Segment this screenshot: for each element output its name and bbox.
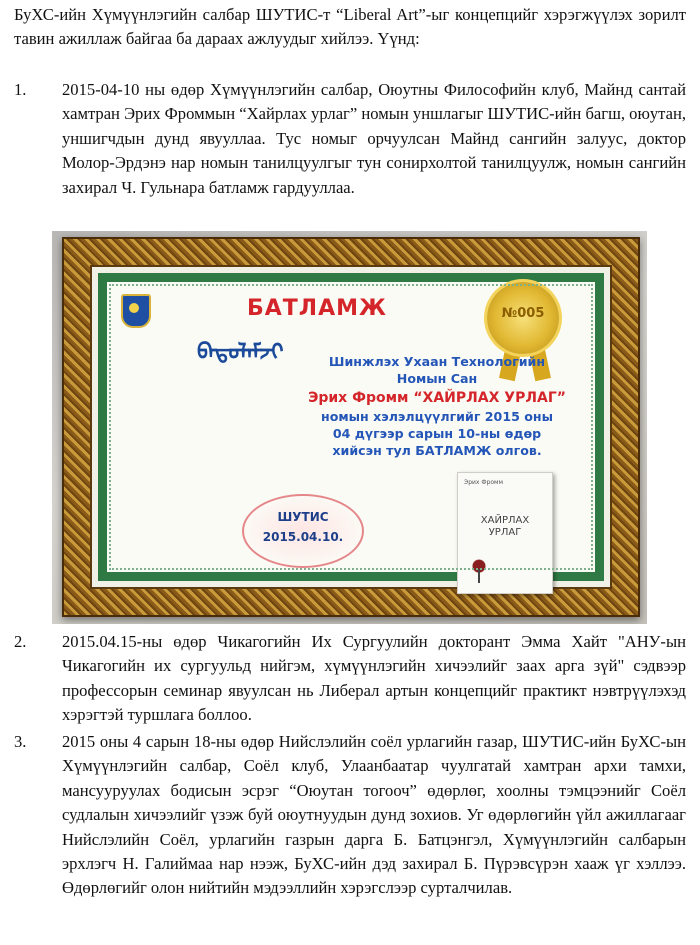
- stamp-date: 2015.04.10.: [262, 530, 344, 544]
- certificate-line: Эрих Фромм “ХАЙРЛАХ УРЛАГ”: [308, 390, 566, 406]
- certificate-line: хийсэн тул БАТЛАМЖ олгов.: [332, 443, 542, 458]
- university-emblem-icon: [121, 294, 151, 328]
- certificate: [98, 273, 604, 581]
- list-item-number: 1.: [14, 80, 27, 99]
- certificate-title: БАТЛАМЖ: [247, 296, 387, 321]
- certificate-line: Номын Сан: [396, 371, 478, 386]
- book-cover: [457, 472, 553, 594]
- ribbon-icon: [527, 339, 551, 381]
- ribbon-icon: [499, 339, 523, 381]
- gold-frame: [62, 237, 640, 617]
- mongolian-script: ᠪᠠᠲᠤᠯᠠᠮᠵᠢ: [197, 340, 284, 365]
- certificate-line: номын хэлэлцүүлгийг 2015 оны: [321, 409, 553, 424]
- list-item-text: 2015 оны 4 сарын 18-ны өдөр Нийслэлийн соёл урлагийн газар, ШУТИС-ийн БуХС-ын Хүмүүнлэгийн салбар, Соёл клуб, Улаанбаатар чуулгатай хамтран архи тамхи, мансууруулах бодисын эсрэг “Оюутан тогооч” өдөрлөг, хоолны тэмцээнийг Соёл судлалын хичээлийг үзэж буй оюутнуудын дунд зохиов. Уг өдөрлөгийн үйл ажиллагааг Нийслэлийн Соёл, урлагийн газрын дарга Б. Батцэнгэл, Хүмүүнлэгийн салбарын эрхлэгч Н. Галиймаа нар нээж, БуХС-ийн дэд захирал Б. Пүрэвсүрэн хааж үг хэллээ. Өдөрлөгийг олон нийтийн мэдээллийн хэрэгслээр сурталчилав.: [62, 732, 686, 898]
- certificate-photo: [52, 231, 647, 624]
- certificate-line: Шинжлэх Ухаан Технологийн: [328, 354, 546, 369]
- stamp-name: ШУТИС: [277, 510, 329, 524]
- book-title: ХАЙРЛАХ УРЛАГ: [480, 515, 530, 538]
- list-item-text: 2015-04-10 ны өдөр Хүмүүнлэгийн салбар, Оюутны Философийн клуб, Майнд сантай хамтран Эрих Фроммын “Хайрлах урлаг” номын уншлагыг ШУТИС-ийн багш, оюутан, уншигчдын дунд явууллаа. Тус номыг орчуулсан Майнд сангийн залуус, доктор Молор-Эрдэнэ нар номын танилцуулгыг тун сонирхолтой танилцуулж, номын сангийн захирал Ч. Гульнара батламж гардууллаа.: [62, 80, 686, 197]
- certificate-line: 04 дүгээр сарын 10-ны өдөр: [332, 426, 542, 441]
- list-item-number: 3.: [14, 732, 27, 751]
- tree-icon: [468, 557, 490, 583]
- book-author: Эрих Фромм: [464, 479, 504, 486]
- medal-seal-icon: [487, 282, 559, 354]
- stamp: [242, 494, 364, 568]
- intro-paragraph: БуХС-ийн Хүмүүнлэгийн салбар ШУТИС-т “Liberal Art”-ыг концепцийг хэрэгжүүлэх зорилт тавин ажиллаж байгаа ба дараах ажлуудыг хийлээ. Үүнд:: [14, 5, 686, 49]
- certificate-number: №005: [501, 306, 545, 321]
- list-item-text: 2015.04.15-ны өдөр Чикагогийн Их Сургуулийн докторант Эмма Хайт "АНУ-ын Чикагогийн их сургуульд нийгэм, хүмүүнлэгийн хичээлийг заах арга зүй" сэдвээр профессорын семинар явуулсан нь Либерал артын концепцийг практикт нэвтрүүлэхэд хэрэгтэй туршлага боллоо.: [62, 632, 686, 725]
- list-item-number: 2.: [14, 632, 27, 651]
